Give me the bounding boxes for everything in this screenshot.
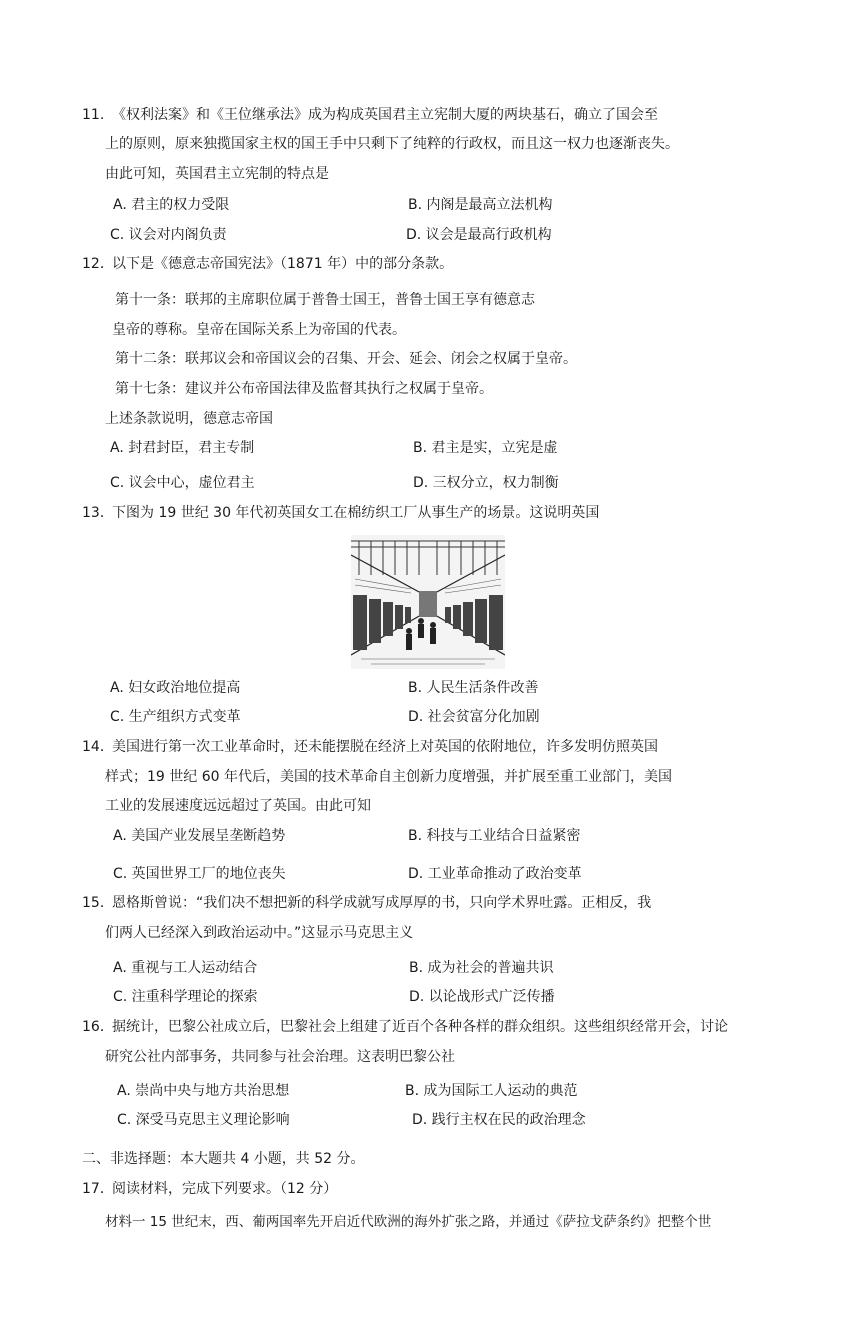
q12-option-d: D. 三权分立，权力制衡 xyxy=(413,475,559,491)
q14-option-a: A. 美国产业发展呈垄断趋势 xyxy=(113,828,286,844)
q12-stem: 上述条款说明，德意志帝国 xyxy=(105,411,273,427)
q12-quote-3: 第十二条：联邦议会和帝国议会的召集、开会、延会、闭会之权属于皇帝。 xyxy=(115,351,577,367)
q15-option-d: D. 以论战形式广泛传播 xyxy=(409,989,555,1005)
q15-option-a: A. 重视与工人运动结合 xyxy=(113,960,258,976)
q11-option-c: C. 议会对内阁负责 xyxy=(110,227,227,243)
q15-number: 15． xyxy=(82,895,114,911)
q12-option-a: A. 封君封臣，君主专制 xyxy=(110,440,255,456)
q16-number: 16． xyxy=(82,1019,114,1035)
q13-option-a: A. 妇女政治地位提高 xyxy=(110,680,241,696)
q16-line-2: 研究公社内部事务，共同参与社会治理。这表明巴黎公社 xyxy=(105,1049,455,1065)
q14-line-2: 样式；19 世纪 60 年代后，美国的技术革命自主创新力度增强，并扩展至重工业部门，美国 xyxy=(105,769,672,785)
q11-number: 11. xyxy=(82,107,105,123)
q12-quote-4: 第十七条：建议并公布帝国法律及监督其执行之权属于皇帝。 xyxy=(115,381,493,397)
q11-option-a: A. 君主的权力受限 xyxy=(113,197,230,213)
q13-line-1: 下图为 19 世纪 30 年代初英国女工在棉纺织工厂从事生产的场景。这说明英国 xyxy=(112,505,600,521)
q11-line-2: 上的原则，原来独揽国家主权的国王手中只剩下了纯粹的行政权，而且这一权力也逐渐丧失。 xyxy=(105,136,679,152)
q17-material-1: 材料一 15 世纪末，西、葡两国率先开启近代欧洲的海外扩张之路，并通过《萨拉戈萨条约》把整个世 xyxy=(105,1214,712,1230)
q16-option-d: D. 践行主权在民的政治理念 xyxy=(412,1112,586,1128)
q12-quote-1: 第十一条：联邦的主席职位属于普鲁士国王，普鲁士国王享有德意志 xyxy=(115,292,535,308)
q16-option-a: A. 崇尚中央与地方共治思想 xyxy=(117,1083,290,1099)
q11-option-b: B. 内阁是最高立法机构 xyxy=(408,197,553,213)
q17-number: 17． xyxy=(82,1181,114,1197)
section-2-heading: 二、非选择题：本大题共 4 小题，共 52 分。 xyxy=(82,1151,365,1167)
q14-number: 14． xyxy=(82,739,114,755)
q15-line-1: 恩格斯曾说：“我们决不想把新的科学成就写成厚厚的书，只向学术界吐露。正相反，我 xyxy=(112,895,652,911)
q12-option-c: C. 议会中心，虚位君主 xyxy=(110,475,255,491)
q13-option-b: B. 人民生活条件改善 xyxy=(408,680,539,696)
q14-option-c: C. 英国世界工厂的地位丧失 xyxy=(113,866,286,882)
q11-line-3: 由此可知，英国君主立宪制的特点是 xyxy=(105,166,329,182)
q12-line-1: 以下是《德意志帝国宪法》（1871 年）中的部分条款。 xyxy=(112,256,454,272)
q15-option-c: C. 注重科学理论的探索 xyxy=(113,989,258,1005)
q11-line-1: 《权利法案》和《王位继承法》成为构成英国君主立宪制大厦的两块基石，确立了国会至 xyxy=(112,107,658,123)
q17-line-1: 阅读材料，完成下列要求。（12 分） xyxy=(112,1181,338,1197)
q13-option-c: C. 生产组织方式变革 xyxy=(110,709,241,725)
q13-number: 13． xyxy=(82,505,114,521)
q12-quote-2: 皇帝的尊称。皇帝在国际关系上为帝国的代表。 xyxy=(112,322,406,338)
q15-line-2: 们两人已经深入到政治运动中。”这显示马克思主义 xyxy=(105,925,414,941)
q12-number: 12． xyxy=(82,256,114,272)
q14-line-1: 美国进行第一次工业革命时，还未能摆脱在经济上对英国的依附地位，许多发明仿照英国 xyxy=(112,739,658,755)
cotton-mill-engraving-icon xyxy=(351,535,505,669)
q16-option-c: C. 深受马克思主义理论影响 xyxy=(117,1112,290,1128)
q12-option-b: B. 君主是实，立宪是虚 xyxy=(413,440,558,456)
q16-option-b: B. 成为国际工人运动的典范 xyxy=(405,1083,578,1099)
q13-option-d: D. 社会贫富分化加剧 xyxy=(408,709,540,725)
q15-option-b: B. 成为社会的普遍共识 xyxy=(409,960,554,976)
q14-line-3: 工业的发展速度远远超过了英国。由此可知 xyxy=(105,798,371,814)
q11-option-d: D. 议会是最高行政机构 xyxy=(406,227,552,243)
q14-option-b: B. 科技与工业结合日益紧密 xyxy=(408,828,581,844)
q14-option-d: D. 工业革命推动了政治变革 xyxy=(408,866,582,882)
q16-line-1: 据统计，巴黎公社成立后，巴黎社会上组建了近百个各种各样的群众组织。这些组织经常开会，讨论 xyxy=(112,1019,728,1035)
